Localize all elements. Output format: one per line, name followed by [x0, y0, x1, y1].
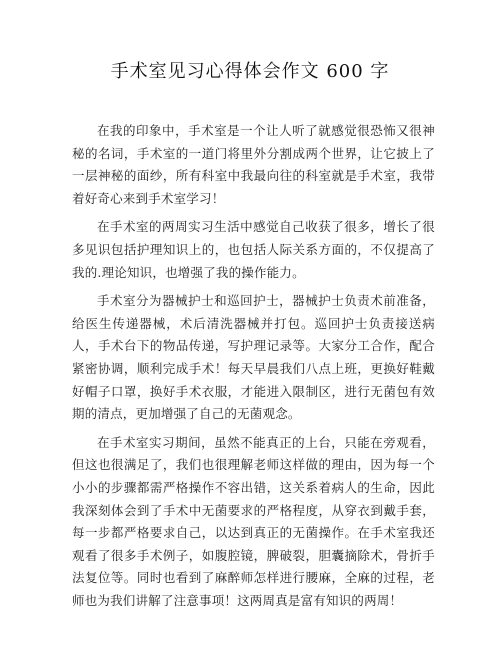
paragraph-1: 在我的印象中，手术室是一个让人听了就感觉很恐怖又很神秘的名词，手术室的一道门将里外分割成两个世界，让它披上了一层神秘的面纱，所有科室中我最向往的科室就是手术室，我带着好奇心来到手术室学习！	[72, 123, 435, 206]
paragraph-4: 在手术室实习期间，虽然不能真正的上台，只能在旁观看，但这也很满足了，我们也很理解老师这样做的理由，因为每一个小小的步骤都需严格操作不容出错，这关系着病人的生命，因此我深刻体会到了手术中无菌要求的严格程度，从穿衣到戴手套，每一步都严格要求自己，以达到真正的无菌操作。在手术室我还观看了很多手术例子，如腹腔镜，脾破裂，胆囊摘除术，骨折手法复位等。同时也看到了麻醉师怎样进行腰麻，全麻的过程，老师也为我们讲解了注意事项！这两周真是富有知识的两周！	[72, 434, 435, 608]
paragraph-2: 在手术室的两周实习生活中感觉自己收获了很多，增长了很多见识包括护理知识上的，也包括人际关系方面的，不仅提高了我的.理论知识，也增强了我的操作能力。	[72, 219, 435, 280]
paragraph-3: 手术室分为器械护士和巡回护士，器械护士负责术前准备，给医生传递器械，术后清洗器械并打包。巡回护士负责接送病人，手术台下的物品传递，写护理记录等。大家分工合作，配合紧密协调，顺利完成手术！每天早晨我们八点上班，更换好鞋戴好帽子口罩，换好手术衣服，才能进入限制区，进行无菌包有效期的清点，更加增强了自己的无菌观念。	[72, 293, 435, 422]
document-title: 手术室见习心得体会作文 600 字	[110, 61, 390, 82]
document-body	[72, 120, 435, 618]
